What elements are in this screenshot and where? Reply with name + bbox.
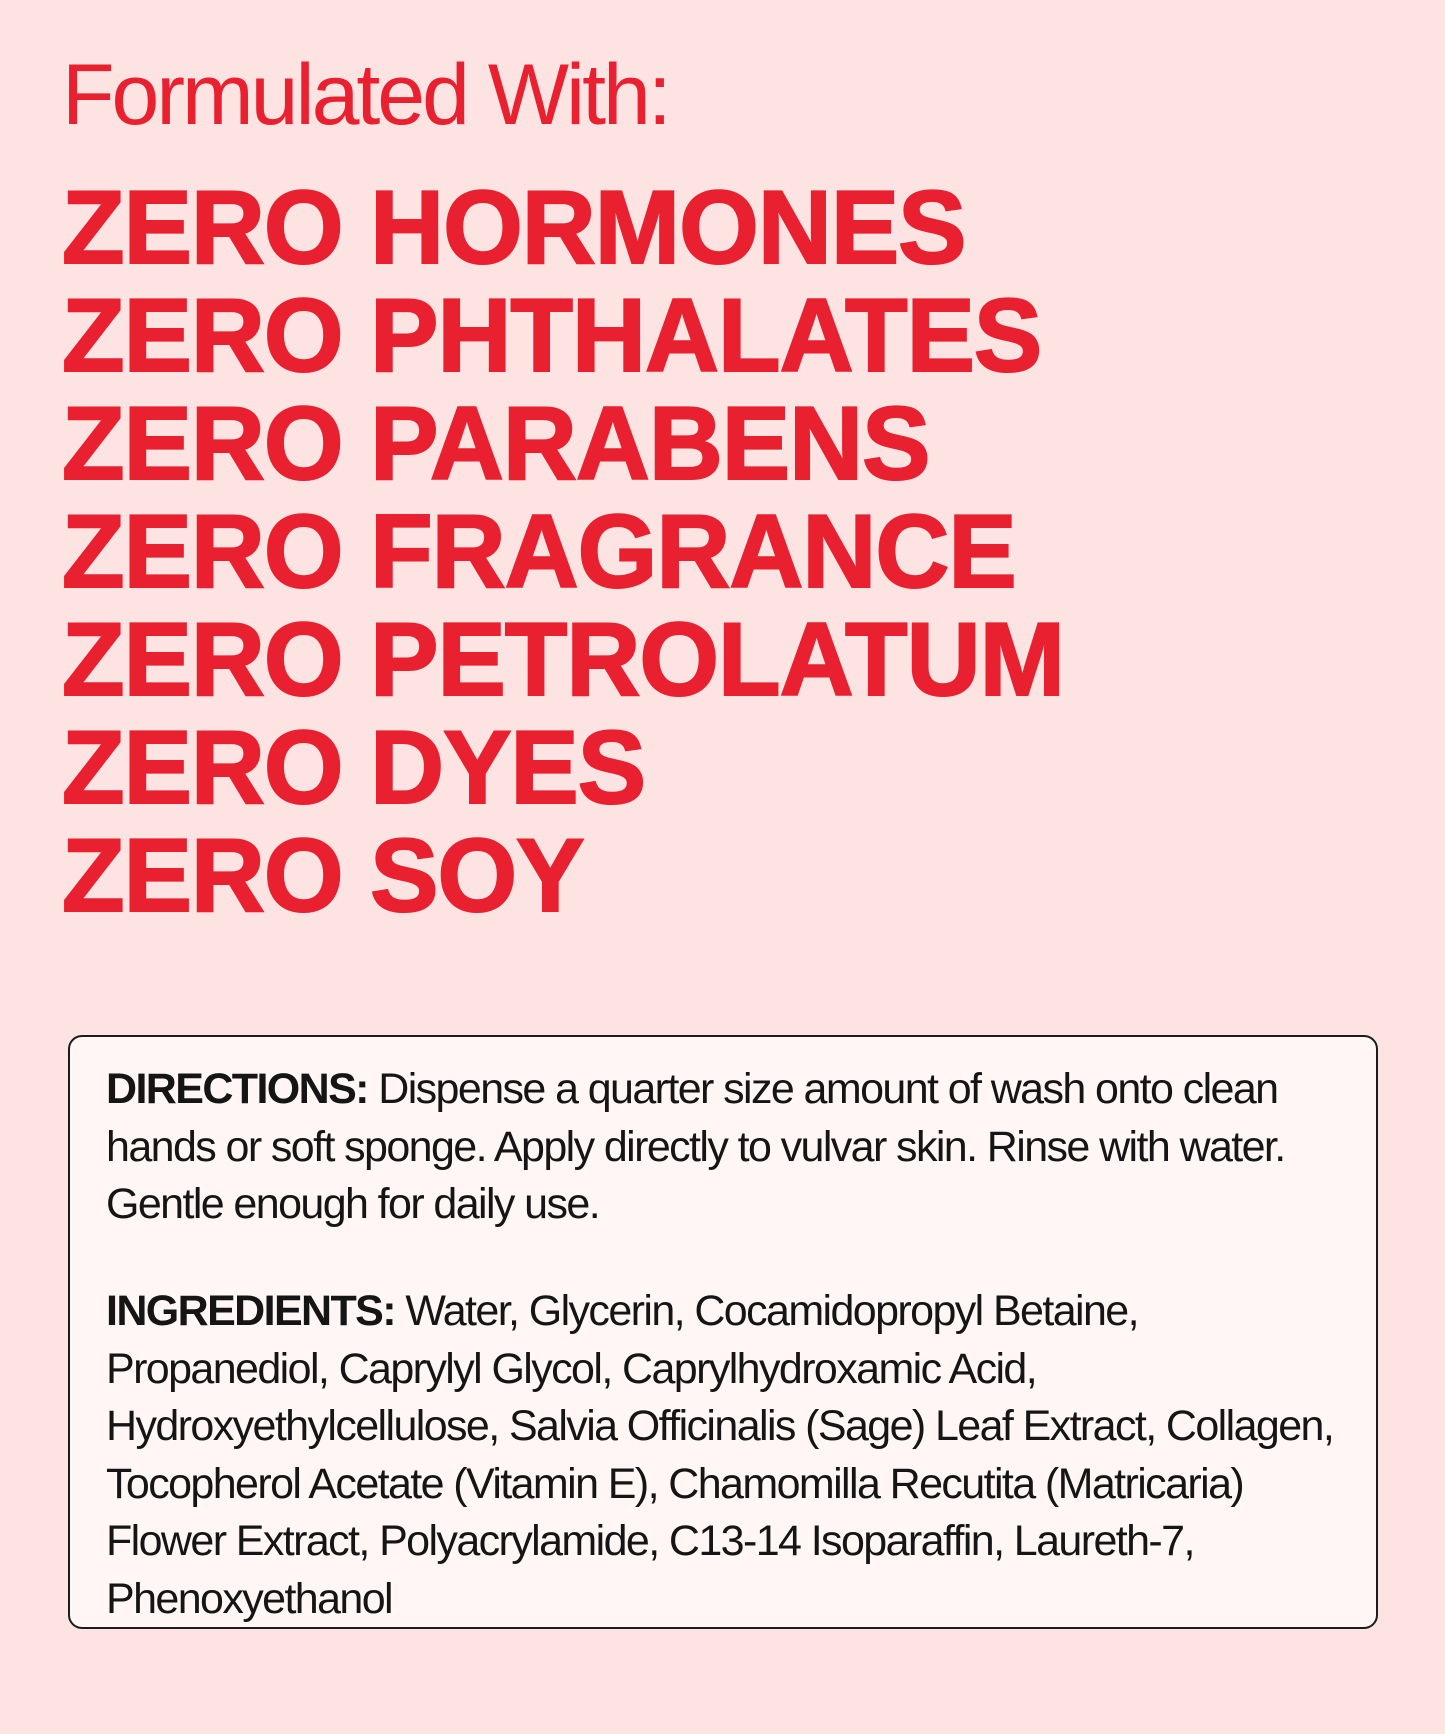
claim-zero-phthalates: ZERO PHTHALATES — [62, 278, 1042, 394]
claim-zero-fragrance: ZERO FRAGRANCE — [62, 494, 1016, 610]
ingredients-text: Water, Glycerin, Cocamidopropyl Betaine, Propanediol, Caprylyl Glycol, Caprylhydroxamic Acid, Hydroxyethylcellulose, Salvia Officinalis (Sage) Leaf Extract, Collagen, Tocopherol Acetate (Vitamin E), Chamomilla Recutita (Matricaria) Flower Extract, Polyacrylamide, C13-14 Isoparaffin, Laureth-7, Phenoxyethanol — [106, 1287, 1334, 1623]
directions-paragraph — [106, 1061, 1356, 1234]
claim-zero-soy: ZERO SOY — [62, 818, 584, 934]
claim-zero-parabens: ZERO PARABENS — [62, 386, 930, 502]
zero-claims-list — [62, 170, 1079, 936]
directions-label: DIRECTIONS: — [106, 1065, 368, 1113]
info-panel — [68, 1035, 1378, 1629]
ingredients-label: INGREDIENTS: — [106, 1287, 395, 1335]
claim-zero-dyes: ZERO DYES — [62, 710, 646, 826]
directions-text: Dispense a quarter size amount of wash onto clean hands or soft sponge. Apply directly to vulvar skin. Rinse with water. Gentle enough for daily use. — [106, 1065, 1285, 1228]
ingredients-paragraph — [106, 1283, 1356, 1628]
claim-zero-hormones: ZERO HORMONES — [62, 170, 966, 286]
claim-zero-petrolatum: ZERO PETROLATUM — [62, 602, 1064, 718]
page-title: Formulated With: — [62, 47, 669, 143]
